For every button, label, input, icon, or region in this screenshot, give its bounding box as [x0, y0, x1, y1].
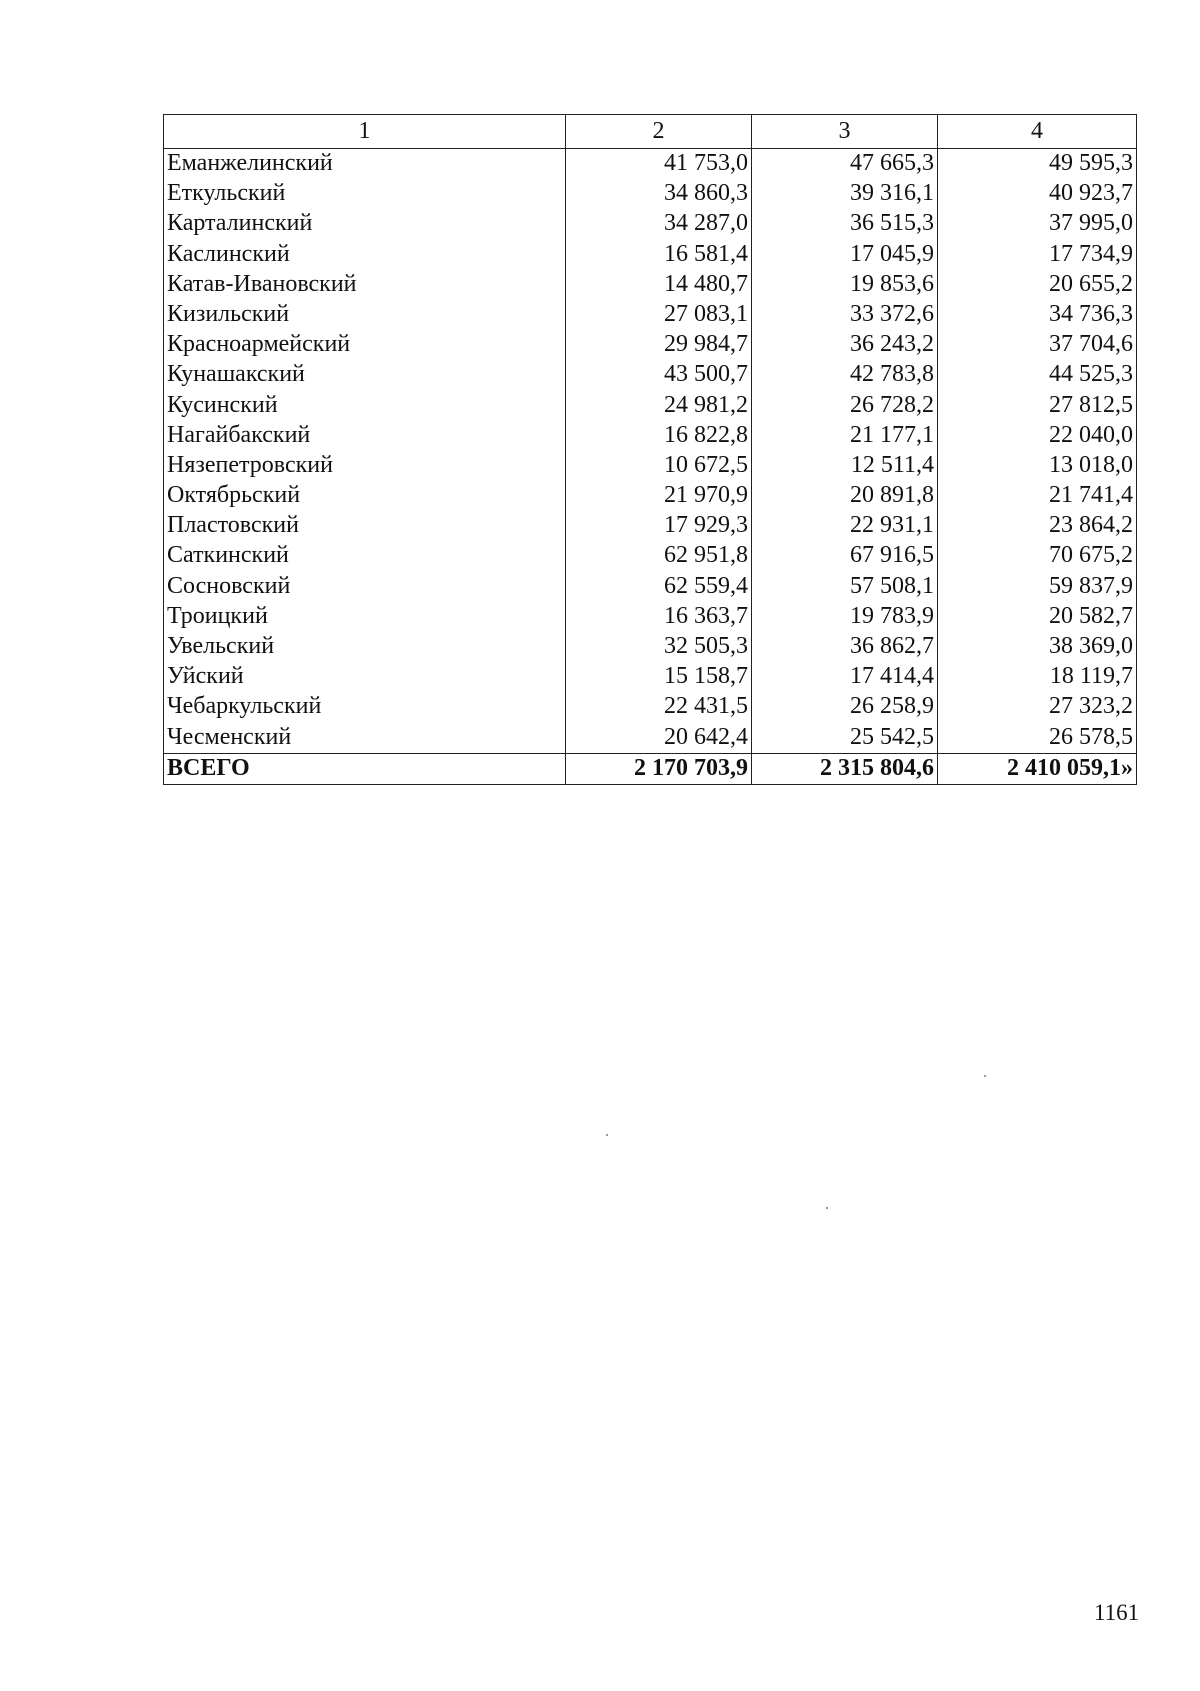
district-name-cell: Троицкий	[164, 602, 566, 632]
value-cell-col3: 19 853,6	[752, 270, 938, 300]
value-cell-col2: 34 287,0	[566, 209, 752, 239]
table-row	[164, 360, 1137, 390]
total-value-col2: 2 170 703,9	[566, 753, 752, 784]
value-cell-col2: 29 984,7	[566, 330, 752, 360]
table-row	[164, 511, 1137, 541]
value-cell-col3: 39 316,1	[752, 179, 938, 209]
value-cell-col4: 13 018,0	[938, 451, 1137, 481]
scan-speck	[826, 1207, 828, 1209]
district-name-cell: Саткинский	[164, 541, 566, 571]
page-number: 1161	[1094, 1600, 1140, 1625]
value-cell-col4: 59 837,9	[938, 572, 1137, 602]
value-cell-col2: 17 929,3	[566, 511, 752, 541]
table-row	[164, 330, 1137, 360]
value-cell-col4: 21 741,4	[938, 481, 1137, 511]
value-cell-col2: 41 753,0	[566, 149, 752, 180]
table-row	[164, 240, 1137, 270]
value-cell-col4: 38 369,0	[938, 632, 1137, 662]
value-cell-col2: 22 431,5	[566, 692, 752, 722]
table-row	[164, 149, 1137, 180]
table-footer	[164, 753, 1137, 784]
value-cell-col2: 62 559,4	[566, 572, 752, 602]
district-name-cell: Чесменский	[164, 723, 566, 754]
value-cell-col2: 14 480,7	[566, 270, 752, 300]
value-cell-col4: 37 995,0	[938, 209, 1137, 239]
table-header	[164, 115, 1137, 149]
table-row	[164, 300, 1137, 330]
value-cell-col2: 16 581,4	[566, 240, 752, 270]
value-cell-col4: 70 675,2	[938, 541, 1137, 571]
value-cell-col4: 17 734,9	[938, 240, 1137, 270]
value-cell-col3: 67 916,5	[752, 541, 938, 571]
district-name-cell: Чебаркульский	[164, 692, 566, 722]
value-cell-col4: 18 119,7	[938, 662, 1137, 692]
table-row	[164, 270, 1137, 300]
column-header-1: 1	[164, 115, 566, 149]
column-header-3: 3	[752, 115, 938, 149]
value-cell-col3: 57 508,1	[752, 572, 938, 602]
value-cell-col2: 62 951,8	[566, 541, 752, 571]
scan-speck	[984, 1075, 986, 1077]
value-cell-col3: 47 665,3	[752, 149, 938, 180]
value-cell-col3: 12 511,4	[752, 451, 938, 481]
district-name-cell: Пластовский	[164, 511, 566, 541]
value-cell-col4: 23 864,2	[938, 511, 1137, 541]
value-cell-col2: 16 363,7	[566, 602, 752, 632]
table-row	[164, 179, 1137, 209]
district-name-cell: Кунашакский	[164, 360, 566, 390]
value-cell-col2: 32 505,3	[566, 632, 752, 662]
value-cell-col3: 21 177,1	[752, 421, 938, 451]
value-cell-col3: 26 258,9	[752, 692, 938, 722]
value-cell-col3: 36 243,2	[752, 330, 938, 360]
value-cell-col3: 19 783,9	[752, 602, 938, 632]
table-row	[164, 662, 1137, 692]
column-header-4: 4	[938, 115, 1137, 149]
district-name-cell: Еткульский	[164, 179, 566, 209]
value-cell-col2: 15 158,7	[566, 662, 752, 692]
district-name-cell: Каслинский	[164, 240, 566, 270]
table-row	[164, 391, 1137, 421]
district-name-cell: Нагайбакский	[164, 421, 566, 451]
table-row	[164, 541, 1137, 571]
value-cell-col4: 27 812,5	[938, 391, 1137, 421]
table-row	[164, 421, 1137, 451]
header-row	[164, 115, 1137, 149]
value-cell-col4: 44 525,3	[938, 360, 1137, 390]
scan-speck	[606, 1134, 608, 1136]
value-cell-col3: 36 515,3	[752, 209, 938, 239]
value-cell-col3: 17 414,4	[752, 662, 938, 692]
table-row	[164, 632, 1137, 662]
total-label: ВСЕГО	[164, 753, 566, 784]
district-name-cell: Увельский	[164, 632, 566, 662]
district-name-cell: Кусинский	[164, 391, 566, 421]
value-cell-col2: 16 822,8	[566, 421, 752, 451]
value-cell-col3: 25 542,5	[752, 723, 938, 754]
column-header-2: 2	[566, 115, 752, 149]
value-cell-col2: 27 083,1	[566, 300, 752, 330]
value-cell-col3: 20 891,8	[752, 481, 938, 511]
value-cell-col4: 26 578,5	[938, 723, 1137, 754]
value-cell-col3: 22 931,1	[752, 511, 938, 541]
value-cell-col2: 34 860,3	[566, 179, 752, 209]
value-cell-col2: 10 672,5	[566, 451, 752, 481]
budget-table	[163, 114, 1137, 785]
value-cell-col3: 42 783,8	[752, 360, 938, 390]
district-name-cell: Октябрьский	[164, 481, 566, 511]
value-cell-col2: 20 642,4	[566, 723, 752, 754]
value-cell-col3: 36 862,7	[752, 632, 938, 662]
value-cell-col4: 27 323,2	[938, 692, 1137, 722]
district-name-cell: Уйский	[164, 662, 566, 692]
value-cell-col4: 40 923,7	[938, 179, 1137, 209]
value-cell-col3: 26 728,2	[752, 391, 938, 421]
value-cell-col2: 24 981,2	[566, 391, 752, 421]
district-name-cell: Еманжелинский	[164, 149, 566, 180]
table-row	[164, 602, 1137, 632]
value-cell-col3: 33 372,6	[752, 300, 938, 330]
value-cell-col4: 37 704,6	[938, 330, 1137, 360]
total-value-col3: 2 315 804,6	[752, 753, 938, 784]
value-cell-col3: 17 045,9	[752, 240, 938, 270]
district-name-cell: Красноармейский	[164, 330, 566, 360]
table-row	[164, 572, 1137, 602]
value-cell-col4: 20 582,7	[938, 602, 1137, 632]
value-cell-col4: 34 736,3	[938, 300, 1137, 330]
district-name-cell: Кизильский	[164, 300, 566, 330]
value-cell-col2: 43 500,7	[566, 360, 752, 390]
table-body	[164, 149, 1137, 754]
table-row	[164, 723, 1137, 754]
district-name-cell: Карталинский	[164, 209, 566, 239]
total-value-col4: 2 410 059,1»	[938, 753, 1137, 784]
table-row	[164, 451, 1137, 481]
table-row	[164, 481, 1137, 511]
value-cell-col4: 20 655,2	[938, 270, 1137, 300]
value-cell-col4: 22 040,0	[938, 421, 1137, 451]
district-name-cell: Катав-Ивановский	[164, 270, 566, 300]
table-row	[164, 209, 1137, 239]
district-name-cell: Сосновский	[164, 572, 566, 602]
total-row	[164, 753, 1137, 784]
value-cell-col4: 49 595,3	[938, 149, 1137, 180]
value-cell-col2: 21 970,9	[566, 481, 752, 511]
table-row	[164, 692, 1137, 722]
district-name-cell: Нязепетровский	[164, 451, 566, 481]
